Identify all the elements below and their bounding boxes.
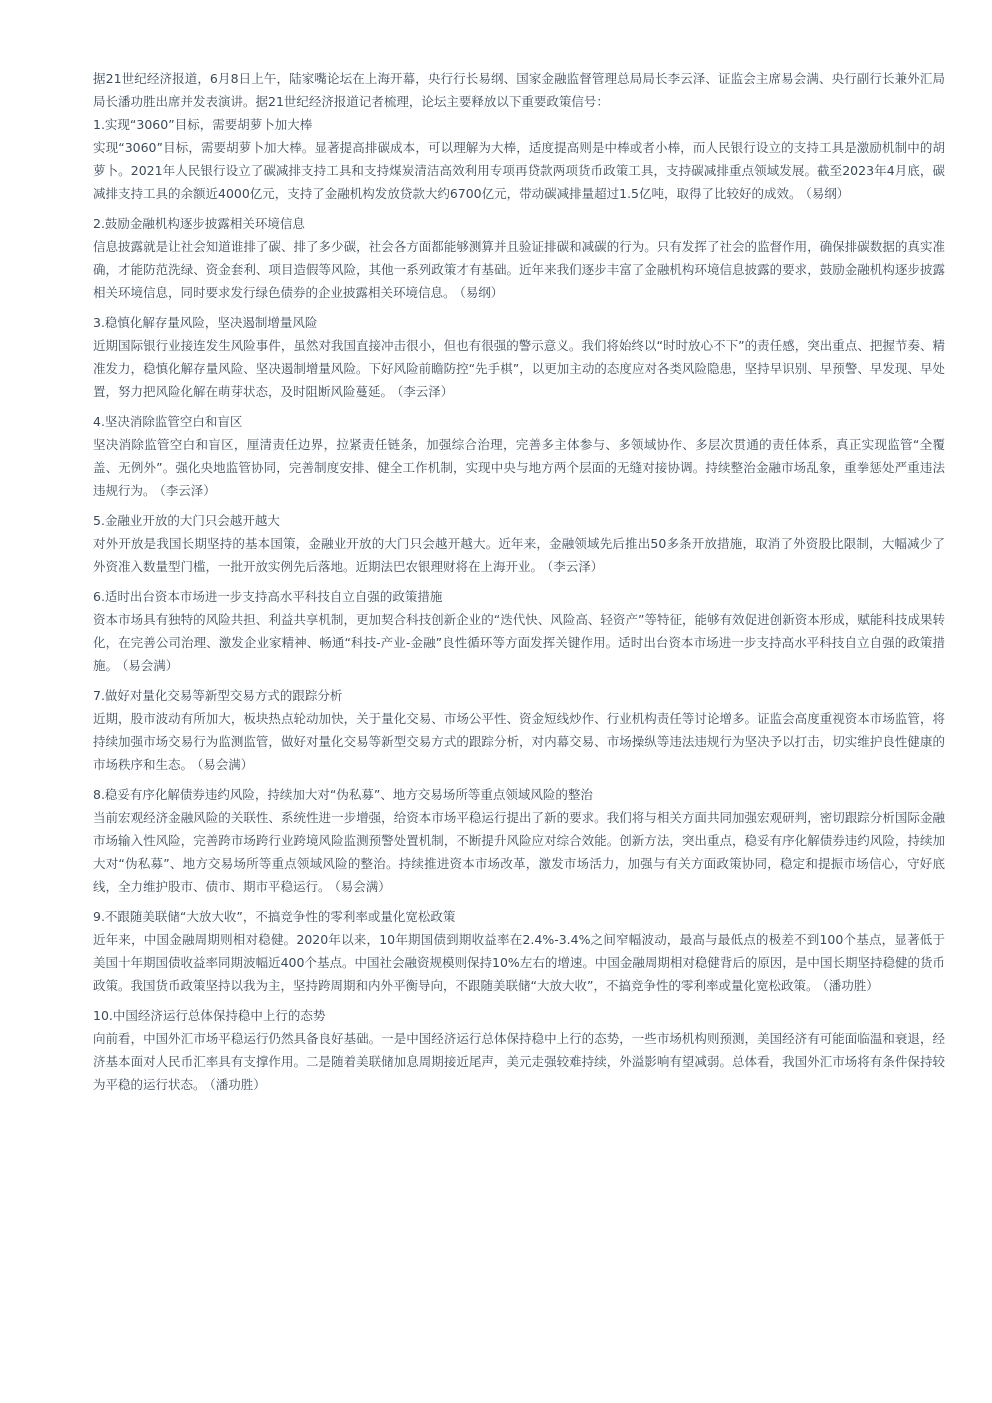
section-heading: 8.稳妥有序化解债券违约风险，持续加大对“伪私募”、地方交易场所等重点领域风险的整治	[93, 787, 593, 802]
section-text: 信息披露就是让社会知道谁排了碳、排了多少碳，社会各方面都能够测算并且验证排碳和减碳的行为。只有发挥了社会的监督作用，确保排碳数据的真实准确，才能防范洗绿、资金套利、项目造假等风险，其他一系列政策才有基础。近年来我们逐步丰富了金融机构环境信息披露的要求，鼓励金融机构逐步披露相关环境信息，同时要求发行绿色债券的企业披露相关环境信息。	[93, 239, 945, 300]
section-heading: 6.适时出台资本市场进一步支持高水平科技自立自强的政策措施	[93, 589, 443, 604]
section-heading: 2.鼓励金融机构逐步披露相关环境信息	[93, 216, 305, 231]
section-text: 对外开放是我国长期坚持的基本国策，金融业开放的大门只会越开越大。近年来，金融领域先后推出50多条开放措施，取消了外资股比限制，大幅减少了外资准入数量型门槛，一批开放实例先后落地。近期法巴农银理财将在上海开业。	[93, 536, 945, 574]
section-10	[93, 1004, 945, 1096]
section-author: （易纲）	[805, 186, 850, 201]
section-text: 向前看，中国外汇市场平稳运行仍然具备良好基础。一是中国经济运行总体保持稳中上行的态势，一些市场机构则预测，美国经济有可能面临温和衰退，经济基本面对人民币汇率具有支撑作用。二是随着美联储加息周期接近尾声，美元走强较难持续，外溢影响有望减弱。总体看，我国外汇市场将有条件保持较为平稳的运行状态。	[93, 1031, 945, 1092]
section-heading: 9.不跟随美联储“大放大收”，不搞竞争性的零利率或量化宽松政策	[93, 909, 456, 924]
section-body	[93, 433, 945, 502]
section-author: （易会满）	[197, 757, 254, 772]
section-author: （李云泽）	[547, 559, 604, 574]
section-body	[93, 334, 945, 403]
section-7	[93, 684, 945, 776]
section-4	[93, 410, 945, 502]
section-author: （潘功胜）	[209, 1077, 266, 1092]
section-body	[93, 235, 945, 304]
section-1	[93, 113, 945, 205]
section-author: （易会满）	[334, 879, 391, 894]
section-body	[93, 806, 945, 898]
article	[93, 67, 945, 1096]
section-author: （李云泽）	[397, 384, 454, 399]
section-8	[93, 783, 945, 898]
section-6	[93, 585, 945, 677]
section-body	[93, 136, 945, 205]
section-heading: 7.做好对量化交易等新型交易方式的跟踪分析	[93, 688, 343, 703]
section-text: 实现“3060”目标，需要胡萝卜加大棒。显著提高排碳成本，可以理解为大棒，适度提高则是中棒或者小棒，而人民银行设立的支持工具是激励机制中的胡萝卜。2021年人民银行设立了碳减排支持工具和支持煤炭清洁高效利用专项再贷款两项货币政策工具，支持碳减排重点领域发展。截至2023年4月底，碳减排支持工具的余额近4000亿元，支持了金融机构发放贷款大约6700亿元，带动碳减排量超过1.5亿吨，取得了比较好的成效。	[93, 140, 945, 201]
section-body	[93, 928, 945, 997]
section-text: 近期国际银行业接连发生风险事件，虽然对我国直接冲击很小，但也有很强的警示意义。我们将始终以“时时放心不下”的责任感，突出重点、把握节奏、精准发力，稳慎化解存量风险、坚决遏制增量风险。下好风险前瞻防控“先手棋”，以更加主动的态度应对各类风险隐患，坚持早识别、早预警、早发现、早处置，努力把风险化解在萌芽状态，及时阻断风险蔓延。	[93, 338, 945, 399]
section-2	[93, 212, 945, 304]
section-text: 近年来，中国金融周期则相对稳健。2020年以来，10年期国债到期收益率在2.4%-3.4%之间窄幅波动，最高与最低点的极差不到100个基点，显著低于美国十年期国债收益率同期波幅近400个基点。中国社会融资规模则保持10%左右的增速。中国金融周期相对稳健背后的原因，是中国长期坚持稳健的货币政策。我国货币政策坚持以我为主，坚持跨周期和内外平衡导向，不跟随美联储“大放大收”，不搞竞争性的零利率或量化宽松政策。	[93, 932, 945, 993]
section-heading: 5.金融业开放的大门只会越开越大	[93, 513, 280, 528]
section-body	[93, 707, 945, 776]
section-author: （李云泽）	[159, 483, 216, 498]
section-author: （易纲）	[459, 285, 504, 300]
section-body	[93, 1027, 945, 1096]
section-text: 当前宏观经济金融风险的关联性、系统性进一步增强，给资本市场平稳运行提出了新的要求。我们将与相关方面共同加强宏观研判，密切跟踪分析国际金融市场输入性风险，完善跨市场跨行业跨境风险监测预警处置机制，不断提升风险应对综合效能。创新方法，突出重点，稳妥有序化解债券违约风险，持续加大对“伪私募”、地方交易场所等重点领域风险的整治。持续推进资本市场改革，激发市场活力，加强与有关方面政策协同，稳定和提振市场信心，守好底线，全力维护股市、债市、期市平稳运行。	[93, 810, 945, 894]
section-heading: 3.稳慎化解存量风险，坚决遏制增量风险	[93, 315, 318, 330]
section-9	[93, 905, 945, 997]
section-3	[93, 311, 945, 403]
section-heading: 4.坚决消除监管空白和盲区	[93, 414, 243, 429]
section-text: 坚决消除监管空白和盲区，厘清责任边界，拉紧责任链条，加强综合治理，完善多主体参与、多领域协作、多层次贯通的责任体系，真正实现监管“全覆盖、无例外”。强化央地监管协同，完善制度安排、健全工作机制，实现中央与地方两个层面的无缝对接协调。持续整治金融市场乱象，重拳惩处严重违法违规行为。	[93, 437, 945, 498]
section-body	[93, 608, 945, 677]
section-heading: 10.中国经济运行总体保持稳中上行的态势	[93, 1008, 326, 1023]
section-5	[93, 509, 945, 578]
section-author: （潘功胜）	[822, 978, 879, 993]
section-body	[93, 532, 945, 578]
section-text: 资本市场具有独特的风险共担、利益共享机制，更加契合科技创新企业的“迭代快、风险高、轻资产”等特征，能够有效促进创新资本形成，赋能科技成果转化，在完善公司治理、激发企业家精神、畅通“科技-产业-金融”良性循环等方面发挥关键作用。适时出台资本市场进一步支持高水平科技自立自强的政策措施。	[93, 612, 945, 673]
section-text: 近期，股市波动有所加大，板块热点轮动加快，关于量化交易、市场公平性、资金短线炒作、行业机构责任等讨论增多。证监会高度重视资本市场监管，将持续加强市场交易行为监测监管，做好对量化交易等新型交易方式的跟踪分析，对内幕交易、市场操纵等违法违规行为坚决予以打击，切实维护良性健康的市场秩序和生态。	[93, 711, 945, 772]
section-heading: 1.实现“3060”目标，需要胡萝卜加大棒	[93, 117, 313, 132]
intro-paragraph: 据21世纪经济报道，6月8日上午，陆家嘴论坛在上海开幕，央行行长易纲、国家金融监督管理总局局长李云泽、证监会主席易会满、央行副行长兼外汇局局长潘功胜出席并发表演讲。据21世纪经济报道记者梳理，论坛主要释放以下重要政策信号：	[93, 71, 945, 109]
section-author: （易会满）	[122, 658, 179, 673]
